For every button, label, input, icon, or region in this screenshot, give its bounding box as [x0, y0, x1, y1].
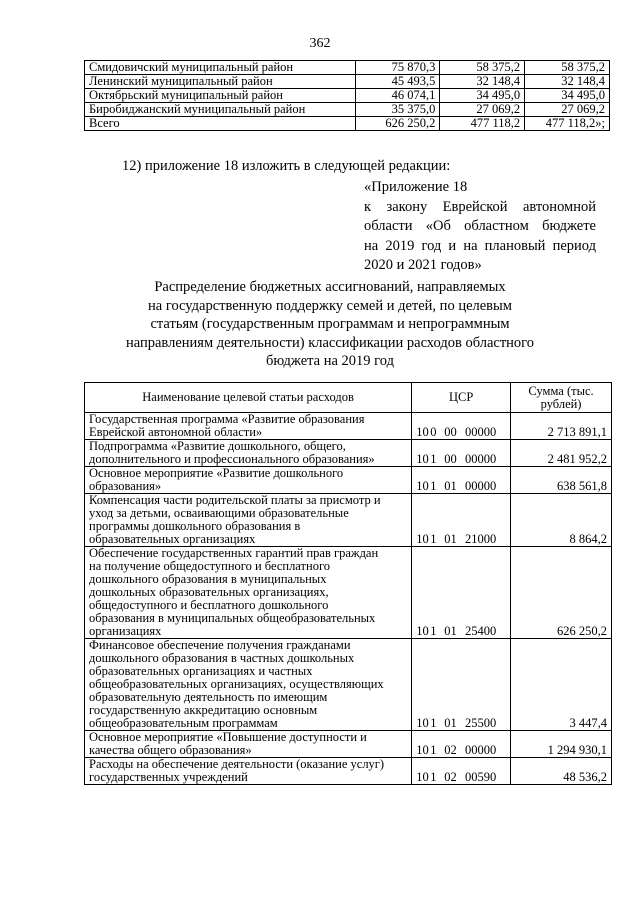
- district-name: Смидовичский муниципальный район: [85, 61, 356, 75]
- amount-cell: 626 250,2: [511, 547, 612, 639]
- name-line: организациях: [89, 624, 162, 638]
- table-row: [85, 103, 610, 117]
- appendix-line: на 2019 год и на плановый период: [364, 237, 596, 254]
- csr-code-part: 00: [444, 425, 457, 439]
- document-heading: [100, 278, 560, 371]
- csr-code-part: 01: [444, 716, 457, 730]
- csr-code-part: 25400: [464, 624, 497, 638]
- name-line: программы дошкольного образования в: [89, 519, 301, 533]
- csr-code: [412, 639, 511, 731]
- value-cell: 45 493,5: [355, 75, 440, 89]
- total-row: [85, 117, 610, 131]
- table-row: [85, 494, 612, 547]
- value-cell: 35 375,0: [355, 103, 440, 117]
- csr-code-part: 00000: [464, 743, 497, 757]
- regional-totals-table: [84, 60, 610, 131]
- heading-line: бюджета на 2019 год: [266, 353, 394, 369]
- table-row: [85, 639, 612, 731]
- csr-code-part: 1: [430, 743, 437, 757]
- csr-code-part: 00000: [464, 425, 497, 439]
- value-cell: 75 870,3: [355, 61, 440, 75]
- heading-line: на государственную поддержку семей и детей, по целевым: [148, 297, 512, 314]
- name-line: дошкольного образования в частных дошкольных: [89, 651, 355, 665]
- csr-code-part: 10: [416, 624, 429, 638]
- name-line: образовательную деятельность по имеющим: [89, 690, 328, 704]
- csr-code-part: 01: [444, 624, 457, 638]
- name-line: Основное мероприятие «Развитие дошкольного: [89, 466, 344, 480]
- column-header-sum: [511, 383, 612, 413]
- amendment-instruction: 12) приложение 18 изложить в следующей редакции:: [122, 158, 451, 174]
- table-body: [85, 413, 612, 785]
- column-header-name: Наименование целевой статьи расходов: [85, 383, 412, 413]
- name-line: дошкольных образовательных организациях,: [89, 585, 329, 599]
- csr-code: [412, 494, 511, 547]
- value-cell: 477 118,2»;: [525, 117, 610, 131]
- value-cell: 32 148,4: [525, 75, 610, 89]
- csr-code: [412, 413, 511, 440]
- amount-cell: 8 864,2: [511, 494, 612, 547]
- csr-code-part: 1: [430, 452, 437, 466]
- appendix-reference: [364, 178, 596, 276]
- target-article-name: [85, 413, 412, 440]
- table-row: [85, 731, 612, 758]
- value-cell: 32 148,4: [440, 75, 525, 89]
- sum-header-line: Сумма (тыс.: [528, 383, 594, 398]
- table-row: [85, 440, 612, 467]
- table-row: [85, 61, 610, 75]
- name-line: качества общего образования»: [89, 743, 252, 757]
- target-article-name: [85, 494, 412, 547]
- name-line: образования»: [89, 479, 162, 493]
- amount-cell: 2 481 952,2: [511, 440, 612, 467]
- csr-code-part: 1: [430, 770, 437, 784]
- heading-line: Распределение бюджетных ассигнований, направляемых: [154, 279, 506, 295]
- budget-allocation-table: [84, 382, 612, 785]
- heading-line: направлениям деятельности) классификации расходов областного: [125, 334, 534, 351]
- page-number: 362: [309, 36, 331, 51]
- name-line: дополнительного и профессионального образования»: [89, 452, 375, 466]
- csr-code-part: 21000: [464, 532, 497, 546]
- value-cell: 27 069,2: [440, 103, 525, 117]
- appendix-line: «Приложение 18: [364, 179, 468, 195]
- district-name: Ленинский муниципальный район: [85, 75, 356, 89]
- target-article-name: [85, 731, 412, 758]
- value-cell: 477 118,2: [440, 117, 525, 131]
- name-line: дошкольного образования в муниципальных: [89, 572, 327, 586]
- csr-code-part: 00000: [464, 479, 497, 493]
- csr-code-part: 10: [416, 479, 429, 493]
- name-line: на получение общедоступного и бесплатного: [89, 559, 331, 573]
- target-article-name: [85, 758, 412, 785]
- amount-cell: 3 447,4: [511, 639, 612, 731]
- name-line: Расходы на обеспечение деятельности (оказание услуг): [89, 757, 385, 771]
- name-line: уход за детьми, осваивающими образовательные: [89, 506, 349, 520]
- value-cell: 58 375,2: [525, 61, 610, 75]
- csr-code-part: 10: [416, 452, 429, 466]
- value-cell: 34 495,0: [440, 89, 525, 103]
- csr-code-part: 02: [444, 770, 457, 784]
- name-line: Государственная программа «Развитие образования: [89, 412, 365, 426]
- target-article-name: [85, 547, 412, 639]
- table-row: [85, 758, 612, 785]
- csr-code-part: 1: [430, 532, 437, 546]
- name-line: образовательных организациях и частных: [89, 664, 313, 678]
- csr-code: [412, 731, 511, 758]
- table-row: [85, 75, 610, 89]
- table-header-row: [85, 383, 612, 413]
- csr-code-part: 01: [444, 532, 457, 546]
- csr-code: [412, 467, 511, 494]
- csr-code-part: 00000: [464, 452, 497, 466]
- csr-code-part: 10: [416, 770, 429, 784]
- value-cell: 626 250,2: [355, 117, 440, 131]
- csr-code: [412, 758, 511, 785]
- table-row: [85, 413, 612, 440]
- value-cell: 34 495,0: [525, 89, 610, 103]
- csr-code-part: 0: [430, 425, 437, 439]
- csr-code-part: 00: [444, 452, 457, 466]
- csr-code-part: 10: [416, 743, 429, 757]
- value-cell: 58 375,2: [440, 61, 525, 75]
- csr-code-part: 10: [416, 532, 429, 546]
- name-line: Основное мероприятие «Повышение доступности и: [89, 730, 367, 744]
- heading-line: статьям (государственным программам и непрограммным: [150, 316, 510, 332]
- csr-code-part: 01: [444, 479, 457, 493]
- csr-code: [412, 440, 511, 467]
- csr-code-part: 1: [430, 716, 437, 730]
- name-line: государственную аккредитацию основным: [89, 703, 318, 717]
- appendix-line: 2020 и 2021 годов»: [364, 257, 482, 273]
- csr-code-part: 1: [430, 624, 437, 638]
- appendix-line: к закону Еврейской автономной: [364, 198, 596, 215]
- csr-code-part: 00590: [464, 770, 497, 784]
- amount-cell: 2 713 891,1: [511, 413, 612, 440]
- csr-code: [412, 547, 511, 639]
- appendix-line: области «Об областном бюджете: [364, 218, 596, 234]
- district-name: Биробиджанский муниципальный район: [85, 103, 356, 117]
- value-cell: 46 074,1: [355, 89, 440, 103]
- table-row: [85, 89, 610, 103]
- name-line: общеобразовательным программам: [89, 716, 278, 730]
- table-row: [85, 547, 612, 639]
- csr-code-part: 10: [416, 425, 429, 439]
- target-article-name: [85, 639, 412, 731]
- name-line: Подпрограмма «Развитие дошкольного, общего,: [89, 439, 346, 453]
- name-line: государственных учреждений: [89, 770, 248, 784]
- sum-header-line: рублей): [540, 396, 582, 411]
- district-name: Октябрьский муниципальный район: [85, 89, 356, 103]
- name-line: образовательных организациях: [89, 532, 256, 546]
- name-line: Компенсация части родительской платы за присмотр и: [89, 493, 381, 507]
- amount-cell: 48 536,2: [511, 758, 612, 785]
- csr-code-part: 1: [430, 479, 437, 493]
- name-line: общедоступного и бесплатного дошкольного: [89, 598, 329, 612]
- total-label: Всего: [85, 117, 356, 131]
- value-cell: 27 069,2: [525, 103, 610, 117]
- csr-code-part: 25500: [464, 716, 497, 730]
- amount-cell: 638 561,8: [511, 467, 612, 494]
- table-row: [85, 467, 612, 494]
- amount-cell: 1 294 930,1: [511, 731, 612, 758]
- csr-code-part: 10: [416, 716, 429, 730]
- name-line: Финансовое обеспечение получения гражданами: [89, 638, 351, 652]
- name-line: Обеспечение государственных гарантий прав граждан: [89, 546, 379, 560]
- column-header-csr: ЦСР: [412, 383, 511, 413]
- name-line: Еврейской автономной области»: [89, 425, 263, 439]
- name-line: образования в муниципальных общеобразовательных: [89, 611, 376, 625]
- name-line: общеобразовательных организациях, осуществляющих: [89, 677, 384, 691]
- target-article-name: [85, 467, 412, 494]
- csr-code-part: 02: [444, 743, 457, 757]
- target-article-name: [85, 440, 412, 467]
